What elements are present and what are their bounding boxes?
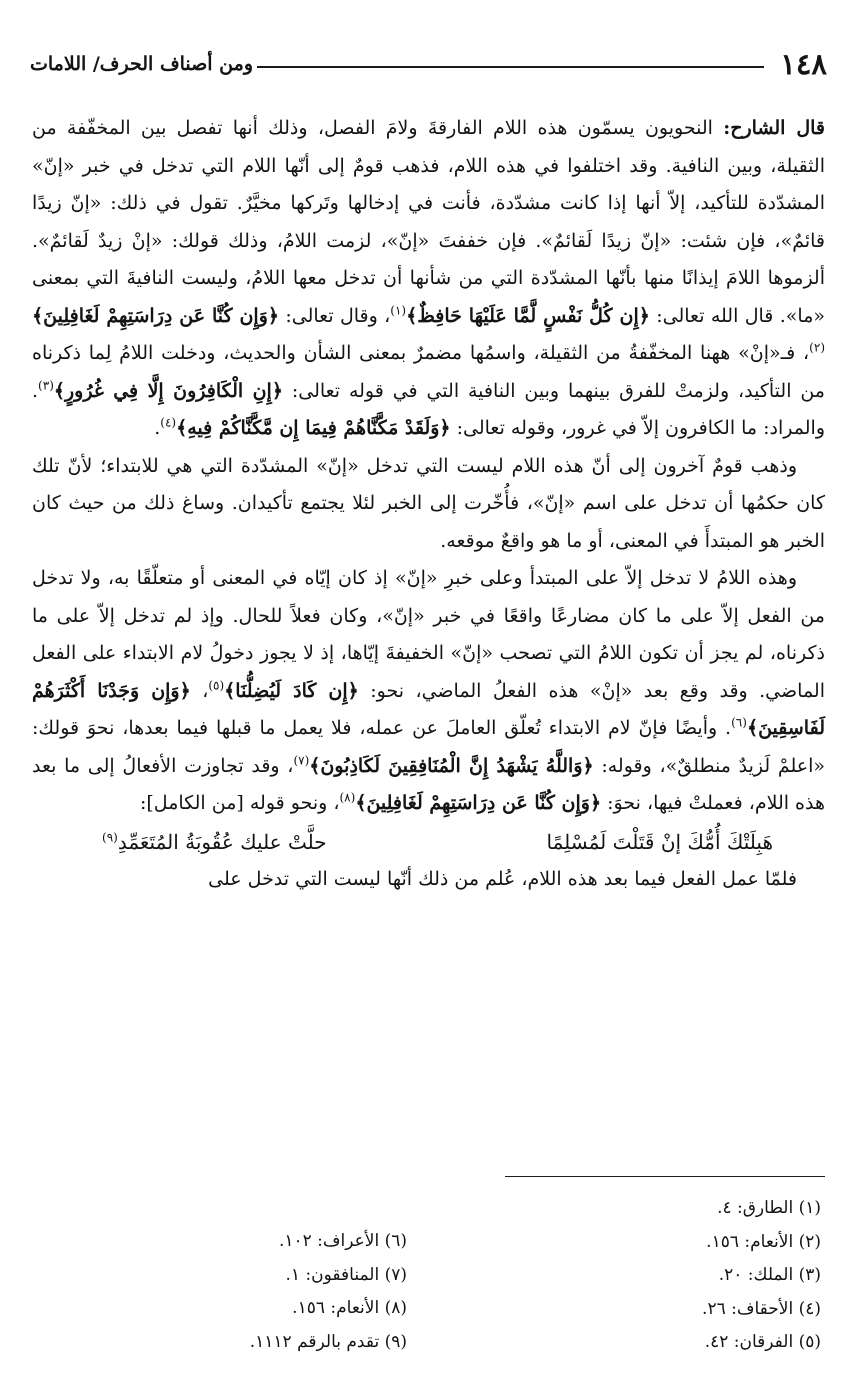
footnote-item: (٣) الملك: ٢٠. [718,1265,821,1285]
quran-quote: ﴿وَإِن كُنَّا عَن دِرَاسَتِهِمْ لَغَافِلِينَ﴾ [32,304,279,327]
quran-quote: ﴿وَإِن كُنَّا عَن دِرَاسَتِهِمْ لَغَافِلِينَ﴾ [355,792,602,814]
running-title: ومن أصناف الحرف/ اللامات [30,53,253,75]
paragraph-text: ، فـ«إنْ» ههنا المخفّفةُ من الثقيلة، واسمُها مضمرٌ بمعنى الشأن والحديث، ودخلت اللامُ لِما ذكرناه من التأكيد، ولزمتْ للفرق بينهما وبين النافية التي في قوله تعالى: [32,342,825,402]
footnote-item: (٩) تقدم بالرقم ١١١٢. [249,1331,407,1352]
footnote-ref: (٩) [102,829,118,844]
page-header [30,46,827,82]
quran-quote: ﴿وَإِن وَجَدْنَا أَكْثَرَهُمْ لَفَاسِقِينَ﴾ [32,679,825,739]
footnotes-left-column [107,1225,407,1359]
quran-quote: ﴿وَلَقَدْ مَكَّنَّاهُمْ فِيمَا إِن مَّكَّنَّاكُمْ فِيهِ﴾ [176,417,451,439]
footnote-ref: (٥) [208,678,225,693]
quran-quote: ﴿وَاللَّهُ يَشْهَدُ إِنَّ الْمُنَافِقِينَ لَكَاذِبُونَ﴾ [309,754,594,777]
paragraph-text: . وأيضًا فإنّ لام الابتداء تُعلّق العاملَ عن عمله، فلا يعمل ما قبلها فيما بعدها، نحوَ قولك: «اعلمْ لَزيدٌ منطلقٌ»، وقوله: [32,717,826,777]
paragraph-text: ، وقال تعالى: [279,304,391,327]
verse-text: حلَّتْ عليك عُقُوبَةُ المُتَعَمِّدِ [117,829,327,854]
footnote-item: (٤) الأحقاف: ٢٦. [702,1298,821,1319]
footnote-ref: (٧) [293,753,310,768]
commentator-label: قال الشارح: [723,117,825,139]
footnote-ref: (١) [390,303,407,318]
paragraph-second-opinion: وذهب قومٌ آخرون إلى أنّ هذه اللام ليست التي تدخل «إنّ» المشدّدة التي هي للابتداء؛ لأنّ تلك كان حكمُها أن تدخل على اسم «إنّ»، فأُخّرت إلى الخبر لئلا يجتمع تأكيدان. وساغ ذلك من حيث كان الخبر هو المبتدأَ في المعنى، أو ما هو واقعٌ موقعه. [32,454,825,552]
paragraph-text: النحويون يسمّون هذه اللام الفارقةَ ولامَ الفصل، وذلك أنها تفصل بين المخفّفة من الثقيلة، وبين النافية. وقد اختلفوا في هذه اللام، فذهب قومٌ إلى أنّها اللام التي تدخل في خبر «إنّ» المشدّدة للتأكيد، إلاّ أنها إذا كانت مشدّدة، فأنت في إدخالها وتَركها مخيَّرٌ. تقول في ذلك: «إنّ زيدًا قائمٌ»، فإن شئت: «إنّ زيدًا لَقائمٌ». فإن خففتَ «إنّ»، لزمت اللامُ، وذلك قولك: «إنْ زيدٌ لَقائمٌ». ألزموها اللامَ إيذانًا منها بأنّها المشدّدة التي من شأنها أن تدخل معها اللامُ، وليست النافيةَ التي بمعنى «ما». قال الله تعالى: [32,117,825,327]
footnote-item: (٨) الأنعام: ١٥٦. [292,1298,407,1318]
paragraph-text: ، [190,679,209,702]
footnote-separator [505,1176,825,1177]
quran-quote: ﴿إِنِ الْكَافِرُونَ إِلَّا فِي غُرُورٍ﴾ [53,379,283,402]
paragraph-text: . [154,417,161,439]
verse-second-hemistich [102,823,327,861]
footnote-item: (٥) الفرقان: ٤٢. [704,1332,821,1352]
paragraph-lam-rules [32,560,825,823]
footnote-ref: (٣) [38,378,54,393]
verse-first-hemistich: هَبِلَتْكَ أُمُّكَ إنْ قَتَلْتَ لَمُسْلِمًا [546,829,773,854]
footnote-item: (٢) الأنعام: ١٥٦. [706,1231,821,1252]
paragraph-text: وهذه اللامُ لا تدخل إلاّ على المبتدأ وعلى خبرِ «إنّ» إذ كان إيّاه في المعنى أو متعلّقًا به، ولا تدخل من الفعل إلاّ على ما كان مضارعًا واقعًا في خبر «إنّ»، وكان فعلاً للحال. وإذ لم تدخل إلاّ على ما ذكرناه، لم يجز أن تكون اللامُ التي تصحب «إنّ» الخفيفةَ إيّاها، إذ لا يجوز دخولُ لام الابتداء على الفعل الماضي. وقد وقع بعد «إنْ» هذه الفعلُ الماضي، نحو: [32,567,825,702]
quran-quote: ﴿إِن كُلُّ نَفْسٍ لَّمَّا عَلَيْهَا حَافِظٌ﴾ [406,304,650,327]
footnotes-right-column [521,1192,821,1360]
main-text [32,110,825,898]
page-number: ١٤٨ [780,47,827,81]
footnote-item: (٧) المنافقون: ١. [285,1264,407,1285]
footnote-ref: (٤) [160,415,177,430]
poetry-verse [32,823,825,861]
paragraph-text: ، وقد تجاوزت الأفعالُ إلى ما بعد هذه اللام، فعملتْ فيها، نحوَ: [32,754,825,814]
paragraph-commentary [32,110,825,448]
paragraph-text: . والمراد: ما الكافرون إلاّ في غرور، وقوله تعالى: [32,379,825,439]
footnote-item: (١) الطارق: ٤. [717,1198,821,1218]
footnote-ref: (٦) [731,715,747,730]
footnote-ref: (٢) [809,340,825,355]
paragraph-conclusion: فلمّا عمل الفعل فيما بعد هذه اللام، عُلم من ذلك أنّها ليست التي تدخل على [208,867,797,890]
quran-quote: ﴿إِن كَادَ لَيُضِلُّنَا﴾ [224,679,359,702]
footnote-ref: (٨) [339,790,356,805]
footnote-item: (٦) الأعراف: ١٠٢. [278,1231,407,1251]
paragraph-text: ، ونحو قوله [من الكامل]: [139,792,340,814]
header-rule [257,66,764,68]
